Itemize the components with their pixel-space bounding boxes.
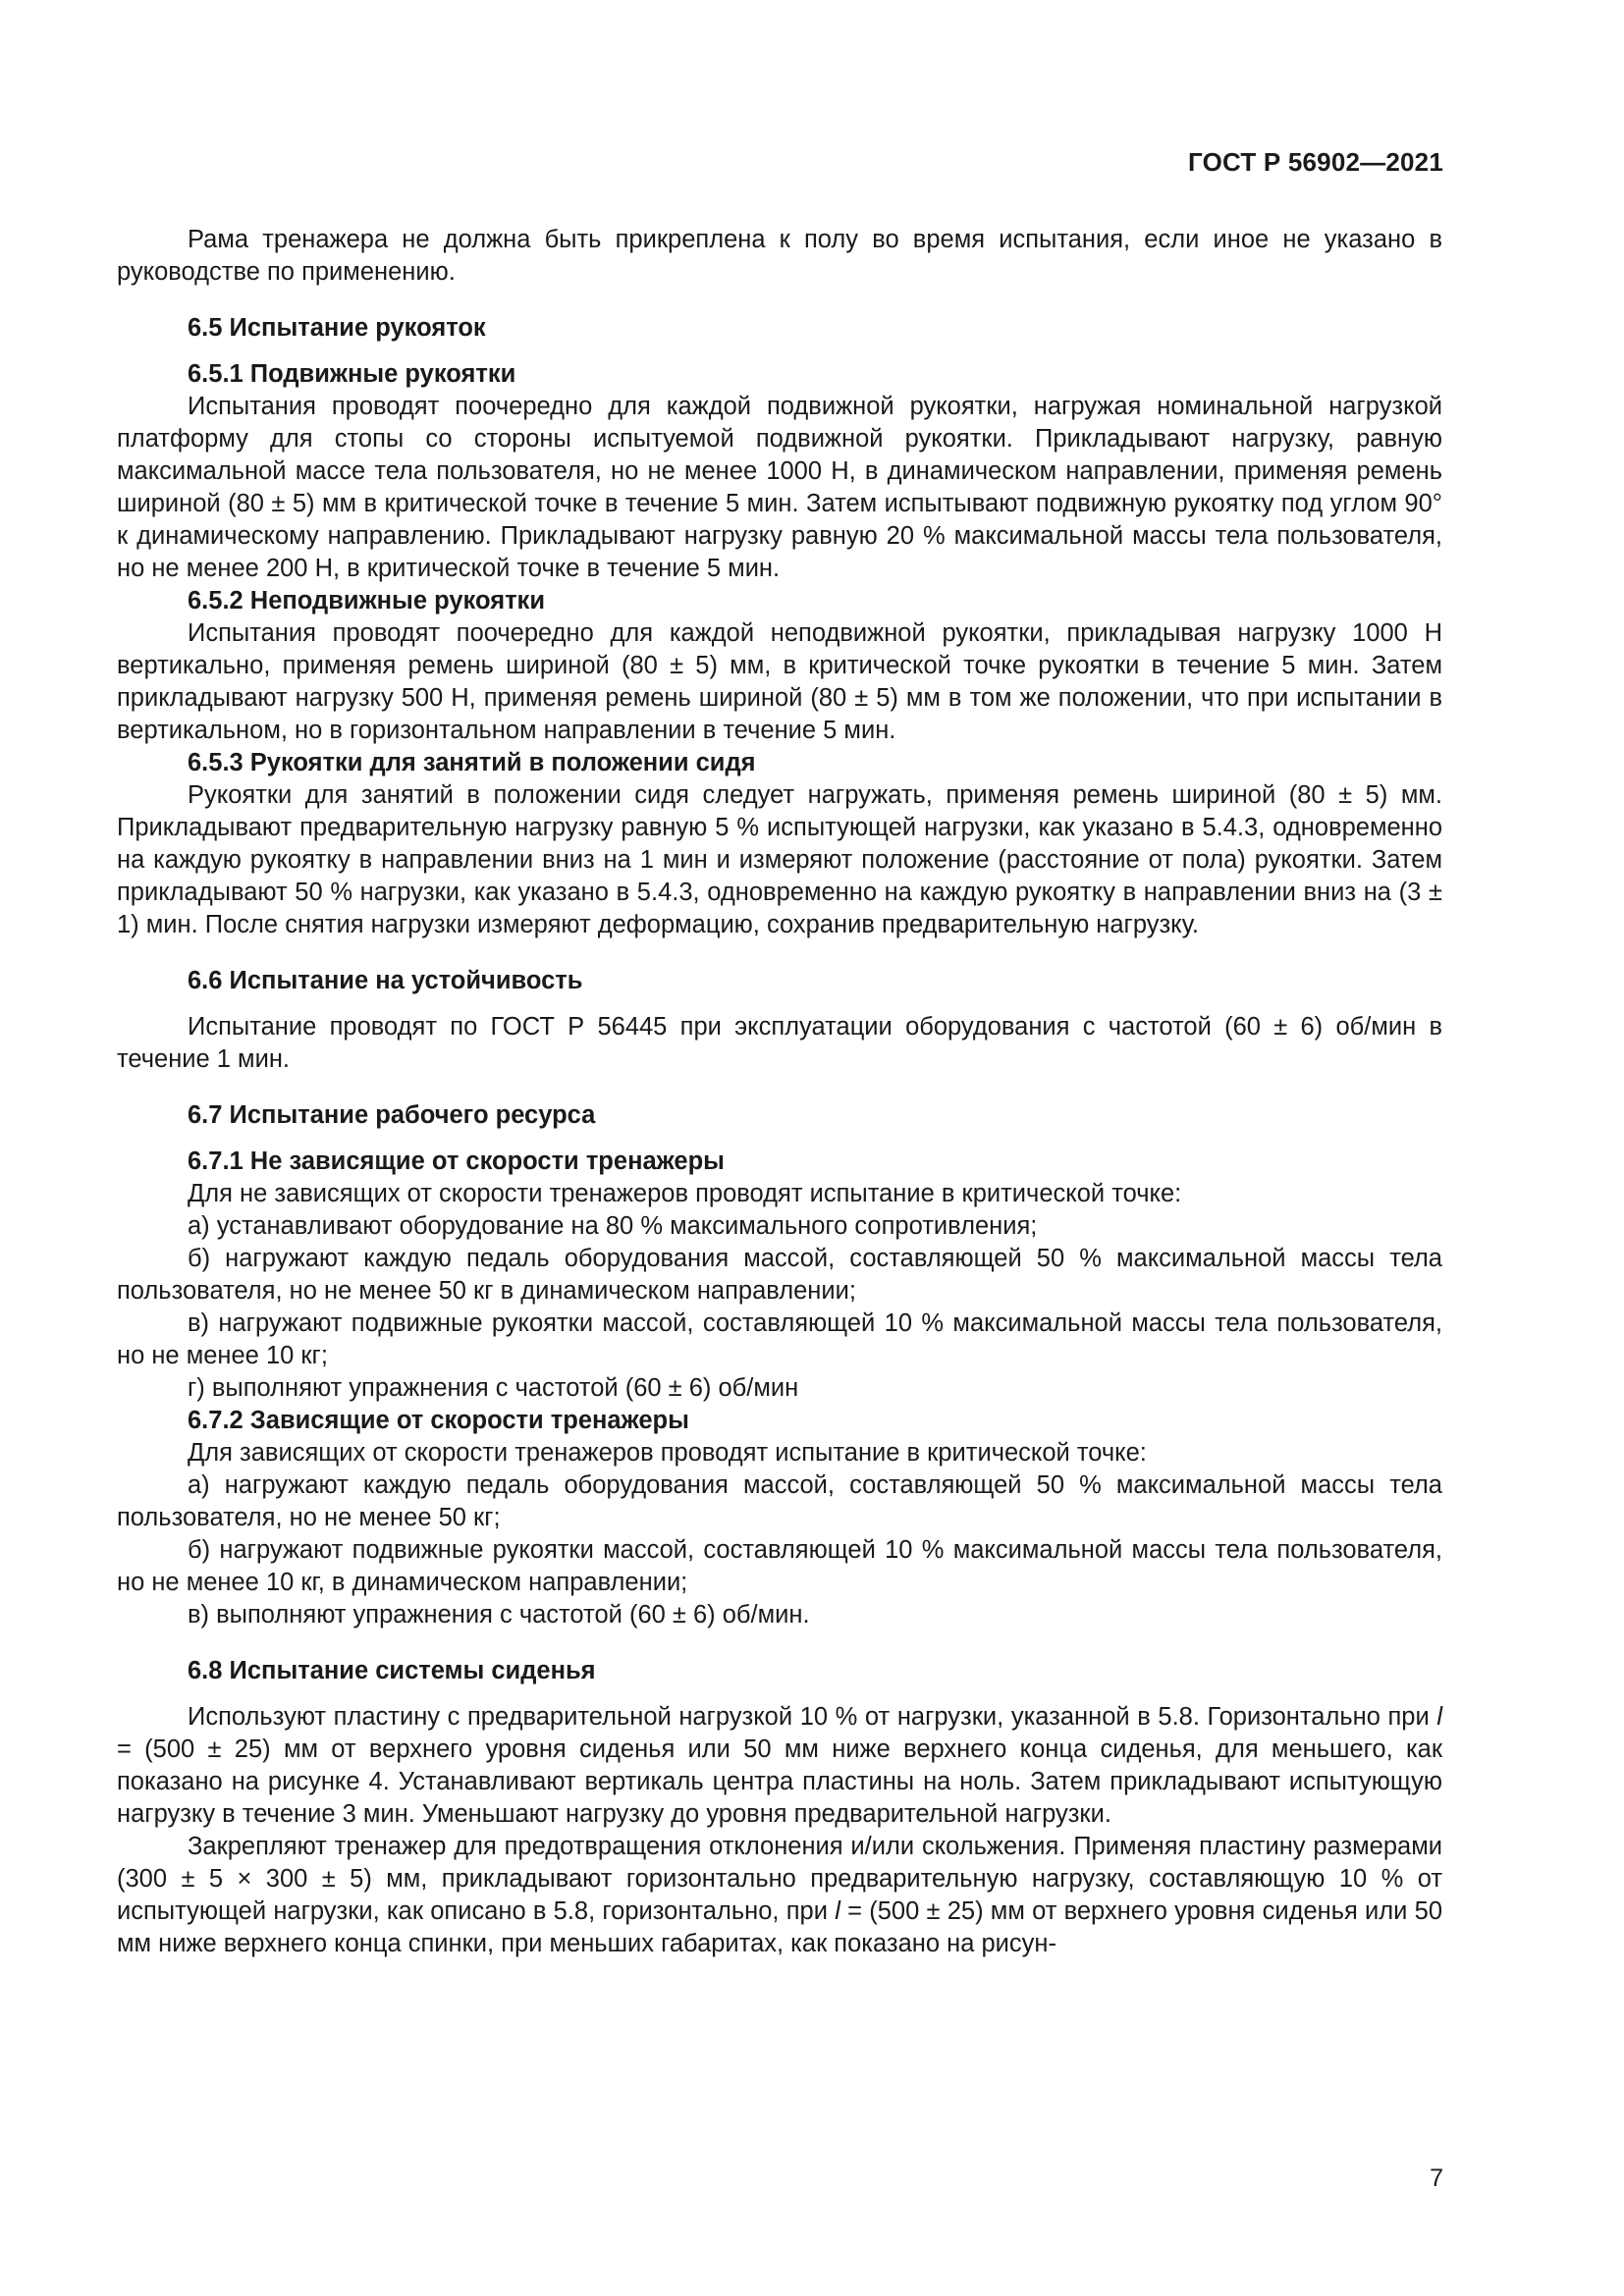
subsection-heading-6-5-3: 6.5.3 Рукоятки для занятий в положении сидя <box>188 749 756 776</box>
document-body <box>117 224 1442 1960</box>
list-item: г) выполняют упражнения с частотой (60 ± 6) об/мин <box>188 1374 799 1402</box>
paragraph: Рама тренажера не должна быть прикреплена к полу во время испытания, если иное не указано в руководстве по применению. <box>117 226 1442 286</box>
section-heading-6-6: 6.6 Испытание на устойчивость <box>188 967 583 994</box>
section-heading-6-8: 6.8 Испытание системы сиденья <box>188 1657 596 1684</box>
paragraph: Для зависящих от скорости тренажеров проводят испытание в критической точке: <box>188 1439 1147 1467</box>
list-item: а) нагружают каждую педаль оборудования массой, составляющей 50 % максимальной массы тела пользователя, но не менее 50 кг; <box>117 1471 1442 1531</box>
subsection-heading-6-5-2: 6.5.2 Неподвижные рукоятки <box>188 587 545 614</box>
list-item: в) выполняют упражнения с частотой (60 ± 6) об/мин. <box>188 1601 810 1629</box>
paragraph: Испытания проводят поочередно для каждой неподвижной рукоятки, прикладывая нагрузку 1000 Н вертикально, применяя ремень шириной (80 ± 5) мм, в критической точке рукоятки в течение 5 мин. Затем прикладывают нагрузку 500 Н, применяя ремень шириной (80 ± 5) мм в том же положении, что при испытании в вертикальном, но в горизонтальном направлении в течение 5 мин. <box>117 619 1442 744</box>
page-number: 7 <box>1430 2164 1443 2192</box>
subsection-heading-6-7-1: 6.7.1 Не зависящие от скорости тренажеры <box>188 1148 725 1175</box>
text-run: Закрепляют тренажер для предотвращения отклонения и/или скольжения. Применяя пластину размерами (300 ± 5 × 300 ± 5) мм, прикладывают горизонтально предварительную нагрузку, составляющую 10 % от испытующей нагрузки, как описано в 5.8, горизонтально, при <box>117 1833 1442 1925</box>
list-item: б) нагружают подвижные рукоятки массой, составляющей 10 % максимальной массы тела пользователя, но не менее 10 кг, в динамическом направлении; <box>117 1536 1442 1596</box>
paragraph: Испытания проводят поочередно для каждой подвижной рукоятки, нагружая номинальной нагрузкой платформу для стопы со стороны испытуемой подвижной рукоятки. Прикладывают нагрузку, равную максимальной массе тела пользователя, но не менее 1000 Н, в динамическом направлении, применяя ремень шириной (80 ± 5) мм в критической точке в течение 5 мин. Затем испытывают подвижную рукоятку под углом 90° к динамическому направлению. Прикладывают нагрузку равную 20 % максимальной массы тела пользователя, но не менее 200 Н, в критической точке в течение 5 мин. <box>117 393 1442 582</box>
paragraph <box>117 1701 1442 1831</box>
variable-l: l <box>835 1897 840 1925</box>
list-item: в) нагружают подвижные рукоятки массой, составляющей 10 % максимальной массы тела пользователя, но не менее 10 кг; <box>117 1309 1442 1369</box>
text-run: Используют пластину с предварительной нагрузкой 10 % от нагрузки, указанной в 5.8. Горизонтально при <box>188 1703 1437 1731</box>
subsection-heading-6-5-1: 6.5.1 Подвижные рукоятки <box>188 360 516 388</box>
list-item: а) устанавливают оборудование на 80 % максимального сопротивления; <box>188 1212 1038 1240</box>
paragraph <box>117 1831 1442 1960</box>
subsection-heading-6-7-2: 6.7.2 Зависящие от скорости тренажеры <box>188 1407 689 1434</box>
variable-l: l <box>1436 1703 1442 1731</box>
text-run: = (500 ± 25) мм от верхнего уровня сиденья или 50 мм ниже верхнего конца спинки, при меньших габаритах, как показано на рисун- <box>117 1897 1443 1957</box>
text-run: = (500 ± 25) мм от верхнего уровня сиденья или 50 мм ниже верхнего конца сиденья, для меньшего, как показано на рисунке 4. Устанавливают вертикаль центра пластины на ноль. Затем прикладывают испытующую нагрузку в течение 3 мин. Уменьшают нагрузку до уровня предварительной нагрузки. <box>117 1735 1442 1828</box>
section-heading-6-5: 6.5 Испытание рукояток <box>188 314 486 342</box>
list-item: б) нагружают каждую педаль оборудования массой, составляющей 50 % максимальной массы тела пользователя, но не менее 50 кг в динамическом направлении; <box>117 1245 1442 1305</box>
paragraph: Испытание проводят по ГОСТ Р 56445 при эксплуатации оборудования с частотой (60 ± 6) об/мин в течение 1 мин. <box>117 1013 1442 1073</box>
standard-number: ГОСТ Р 56902—2021 <box>1188 147 1443 177</box>
section-heading-6-7: 6.7 Испытание рабочего ресурса <box>188 1101 596 1129</box>
paragraph: Рукоятки для занятий в положении сидя следует нагружать, применяя ремень шириной (80 ± 5) мм. Прикладывают предварительную нагрузку равную 5 % испытующей нагрузки, как указано в 5.4.3, одновременно на каждую рукоятку в направлении вниз на 1 мин и измеряют положение (расстояние от пола) рукоятки. Затем прикладывают 50 % нагрузки, как указано в 5.4.3, одновременно на каждую рукоятку в направлении вниз на (3 ± 1) мин. После снятия нагрузки измеряют деформацию, сохранив предварительную нагрузку. <box>117 781 1442 938</box>
paragraph: Для не зависящих от скорости тренажеров проводят испытание в критической точке: <box>188 1180 1182 1207</box>
